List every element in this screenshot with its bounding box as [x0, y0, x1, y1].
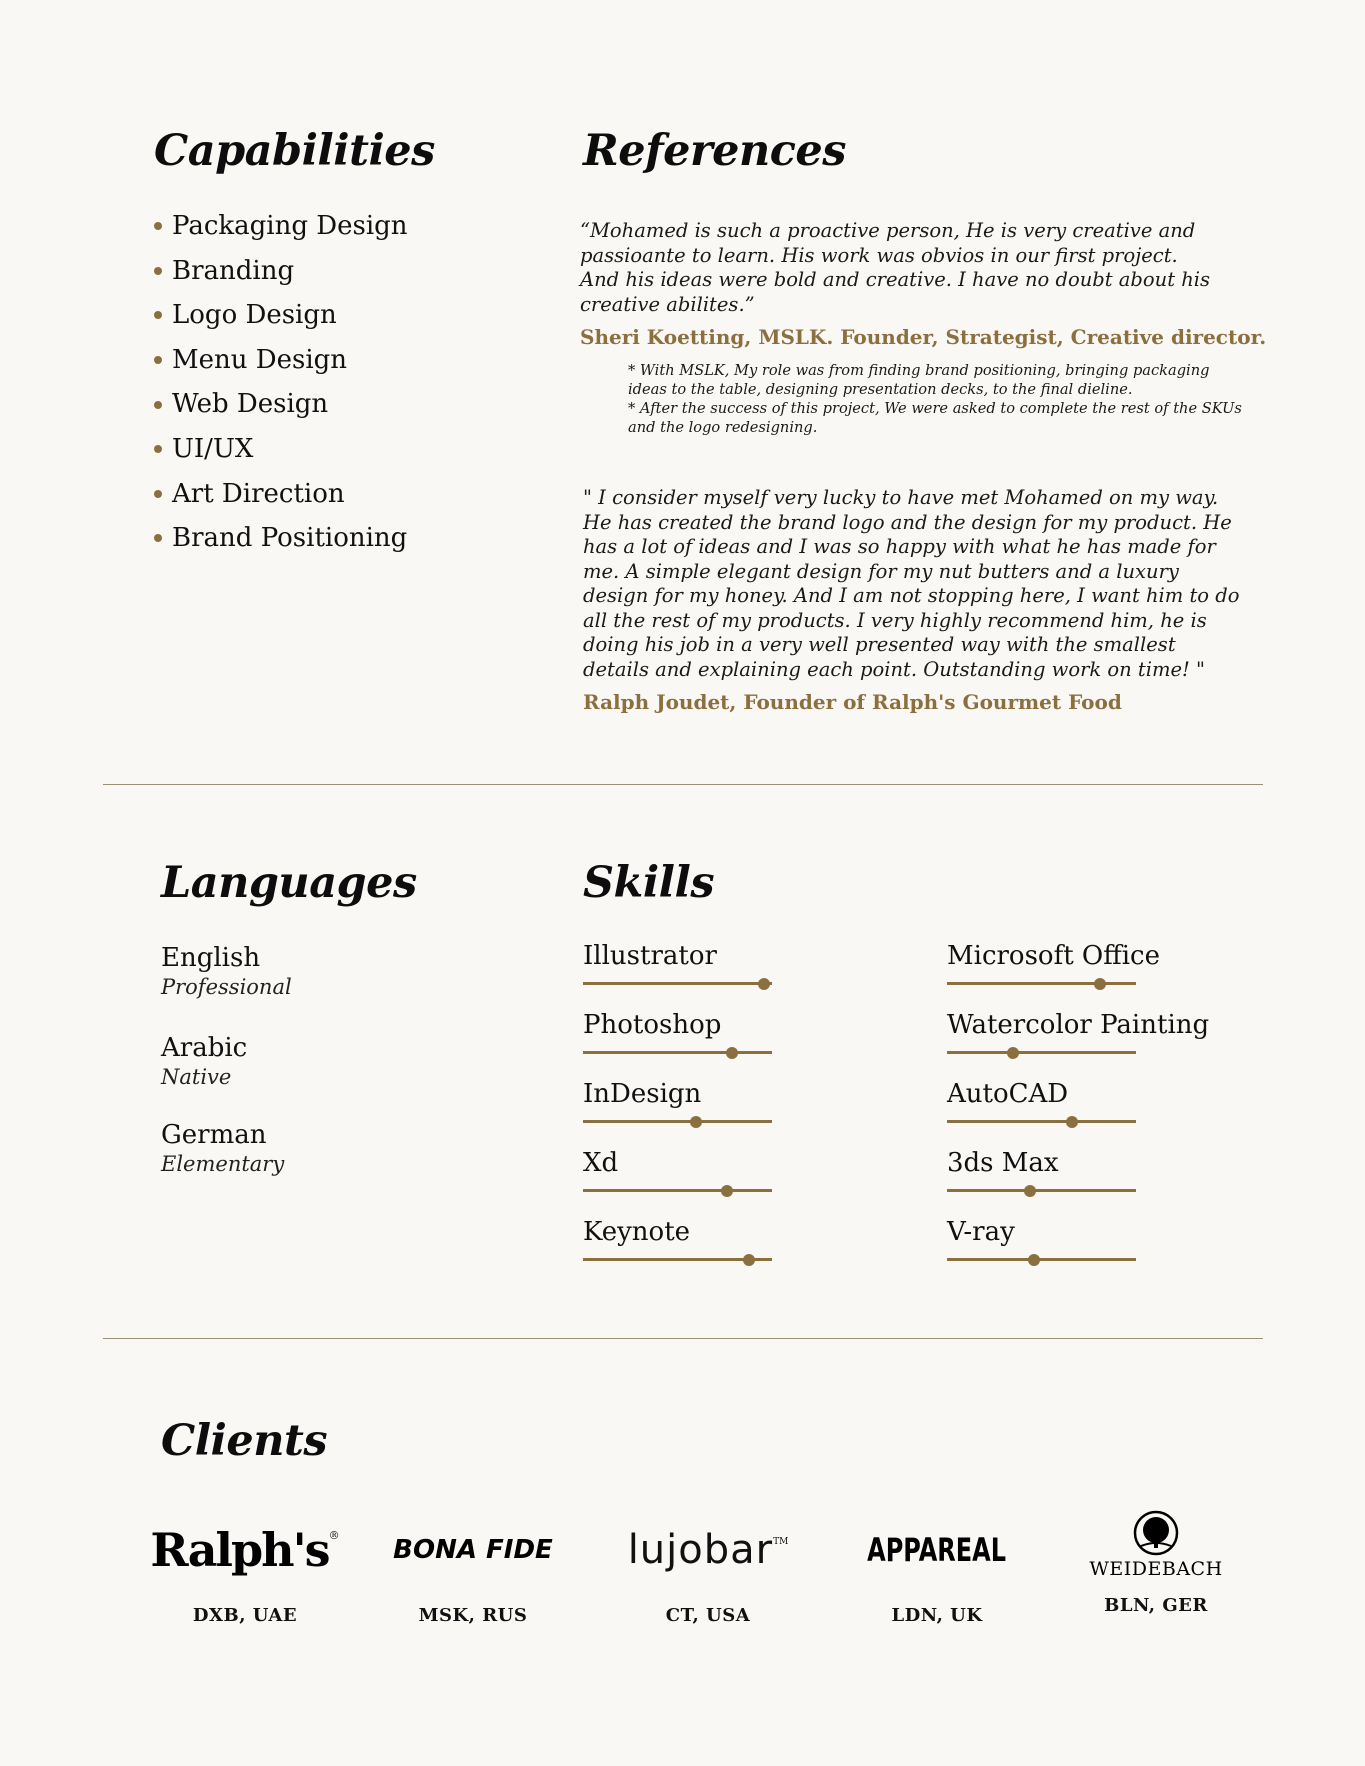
capability-item: Logo Design [154, 293, 408, 338]
capability-item: Brand Positioning [154, 516, 408, 561]
language-level: Professional [161, 975, 292, 999]
capability-item: Packaging Design [154, 204, 408, 249]
skill-item [583, 1147, 775, 1216]
section-divider [103, 1338, 1263, 1339]
skill-item [583, 1009, 775, 1078]
skill-item [583, 1078, 775, 1147]
skill-level-marker [690, 1116, 702, 1128]
language-name: German [161, 1120, 267, 1150]
skill-bar [583, 1189, 772, 1192]
references-heading: References [583, 126, 846, 176]
section-divider [103, 784, 1263, 785]
skill-name: Illustrator [583, 941, 717, 971]
language-item [161, 942, 292, 1000]
reference-author: Ralph Joudet, Founder of Ralph's Gourmet Food [583, 690, 1122, 714]
capability-item: Art Direction [154, 472, 408, 517]
skill-item [583, 1216, 775, 1285]
language-level: Native [161, 1065, 232, 1089]
skill-item [947, 1147, 1139, 1216]
skills-heading: Skills [583, 858, 715, 908]
skill-name: AutoCAD [947, 1079, 1069, 1109]
tree-icon [1133, 1510, 1179, 1556]
skill-name: Photoshop [583, 1010, 722, 1040]
client-location: CT, USA [665, 1605, 751, 1626]
skill-level-marker [1028, 1254, 1040, 1266]
client-location: MSK, RUS [418, 1605, 528, 1626]
language-item [161, 1032, 247, 1090]
skill-bar [583, 1258, 772, 1261]
reference-author: Sheri Koetting, MSLK. Founder, Strategist, Creative director. [580, 325, 1267, 349]
capabilities-list [154, 204, 408, 561]
skill-bar [947, 982, 1136, 985]
bullet-icon [154, 490, 162, 498]
skill-level-marker [1024, 1185, 1036, 1197]
skill-item [947, 1009, 1210, 1078]
skill-name: V-ray [947, 1217, 1015, 1247]
skill-item [583, 940, 775, 1009]
ralphs-logo: Ralph's ® [150, 1523, 340, 1577]
language-level: Elementary [161, 1152, 285, 1176]
bullet-icon [154, 356, 162, 364]
skill-level-marker [721, 1185, 733, 1197]
skill-name: Keynote [583, 1217, 691, 1247]
skill-name: Microsoft Office [947, 941, 1160, 971]
skill-bar [947, 1120, 1136, 1123]
client-location: BLN, GER [1104, 1595, 1208, 1616]
skill-level-marker [1066, 1116, 1078, 1128]
client-item [145, 1515, 345, 1626]
skill-bar [583, 1120, 772, 1123]
skill-item [947, 1216, 1139, 1285]
skill-item [947, 1078, 1139, 1147]
skill-level-marker [1094, 978, 1106, 990]
bullet-icon [154, 267, 162, 275]
skill-item [947, 940, 1160, 1009]
bullet-icon [154, 311, 162, 319]
capabilities-heading: Capabilities [154, 126, 435, 176]
bullet-icon [154, 534, 162, 542]
bullet-icon [154, 222, 162, 230]
bullet-icon [154, 445, 162, 453]
reference-note: * After the success of this project, We were asked to complete the rest of the SKUs and the logo redesigning. [628, 400, 1242, 436]
reference-note: * With MSLK, My role was from finding brand positioning, bringing packaging ideas to the table, designing presentation decks, to the final dieline. [628, 362, 1210, 398]
skill-level-marker [1007, 1047, 1019, 1059]
skill-level-marker [726, 1047, 738, 1059]
client-location: LDN, UK [891, 1605, 983, 1626]
language-name: Arabic [161, 1033, 248, 1063]
reference-quote: “Mohamed is such a proactive person, He is very creative and passioante to learn. His work was obvios in our first project. And his ideas were bold and creative. I have no doubt about his creative abilites.” [580, 219, 1211, 316]
skill-bar [947, 1051, 1136, 1054]
skill-bar [583, 982, 772, 985]
languages-heading: Languages [161, 858, 417, 908]
skill-level-marker [758, 978, 770, 990]
skill-bar [947, 1189, 1136, 1192]
client-item [608, 1515, 808, 1626]
reference-quote: " I consider myself very lucky to have met Mohamed on my way. He has created the brand logo and the design for my product. He has a lot of ideas and I was so happy with what he has made for me. A simple elegant design for my nut butters and a luxury design for my honey. And I am not stopping here, I want him to do all the rest of my products. I very highly recommend him, he is doing his job in a very well presented way with the smallest details and explaining each point. Outstanding work on time! " [583, 486, 1240, 681]
bona-fide-logo: BONA FIDE [393, 1535, 553, 1565]
skill-name: Watercolor Painting [947, 1010, 1210, 1040]
client-item [373, 1515, 573, 1626]
client-item [1056, 1505, 1256, 1616]
bullet-icon [154, 401, 162, 409]
language-name: English [161, 943, 261, 973]
skill-name: InDesign [583, 1079, 702, 1109]
language-item [161, 1119, 284, 1177]
skill-name: Xd [583, 1148, 619, 1178]
client-item [837, 1515, 1037, 1626]
skill-level-marker [743, 1254, 755, 1266]
lujobar-logo: lujobar TM [627, 1527, 789, 1573]
clients-heading: Clients [161, 1416, 328, 1466]
skill-bar [583, 1051, 772, 1054]
capability-item: Menu Design [154, 338, 408, 383]
capability-item: Web Design [154, 382, 408, 427]
capability-item: Branding [154, 249, 408, 294]
capability-item: UI/UX [154, 427, 408, 472]
skill-bar [947, 1258, 1136, 1261]
skill-name: 3ds Max [947, 1148, 1059, 1178]
client-location: DXB, UAE [192, 1605, 298, 1626]
weidebach-logo: WEIDEBACH [1056, 1505, 1256, 1585]
appareal-logo: APPAREAL [867, 1531, 1007, 1569]
